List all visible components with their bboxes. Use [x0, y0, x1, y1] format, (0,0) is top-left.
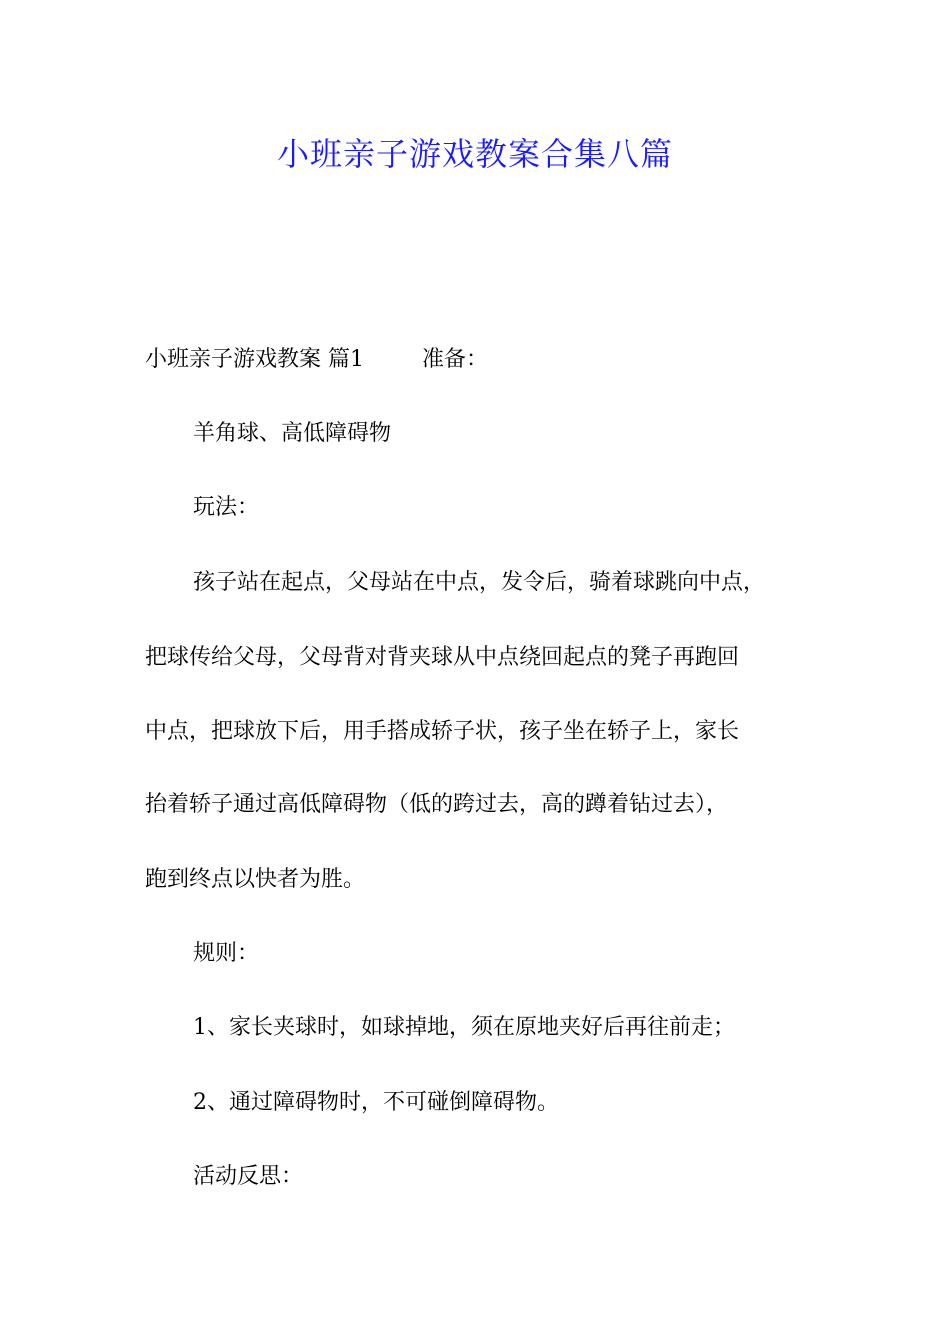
paragraph-rules-heading: 规则：	[193, 941, 260, 966]
section-lead: 准备：	[422, 347, 489, 372]
paragraph-gameplay-line-3: 中点，把球放下后，用手搭成轿子状，孩子坐在轿子上，家长	[145, 719, 740, 744]
paragraph-gameplay-line-5: 跑到终点以快者为胜。	[145, 867, 366, 892]
paragraph-rule-2: 2、通过障碍物时，不可碰倒障碍物。	[193, 1090, 559, 1115]
paragraph-reflection-heading: 活动反思：	[193, 1164, 304, 1189]
paragraph-gameplay-line-4: 抬着轿子通过高低障碍物（低的跨过去，高的蹲着钻过去），	[145, 792, 729, 817]
section-heading: 小班亲子游戏教案 篇1	[145, 347, 364, 372]
section-heading-line	[145, 344, 488, 376]
paragraph-gameplay-heading: 玩法：	[193, 495, 260, 520]
paragraph-gameplay-line-1: 孩子站在起点，父母站在中点，发令后，骑着球跳向中点，	[193, 570, 766, 595]
paragraph-materials: 羊角球、高低障碍物	[193, 421, 392, 446]
paragraph-rule-1: 1、家长夹球时，如球掉地，须在原地夹好后再往前走；	[193, 1015, 735, 1040]
paragraph-gameplay-line-2: 把球传给父母，父母背对背夹球从中点绕回起点的凳子再跑回	[145, 645, 740, 670]
document-title: 小班亲子游戏教案合集八篇	[276, 135, 673, 173]
